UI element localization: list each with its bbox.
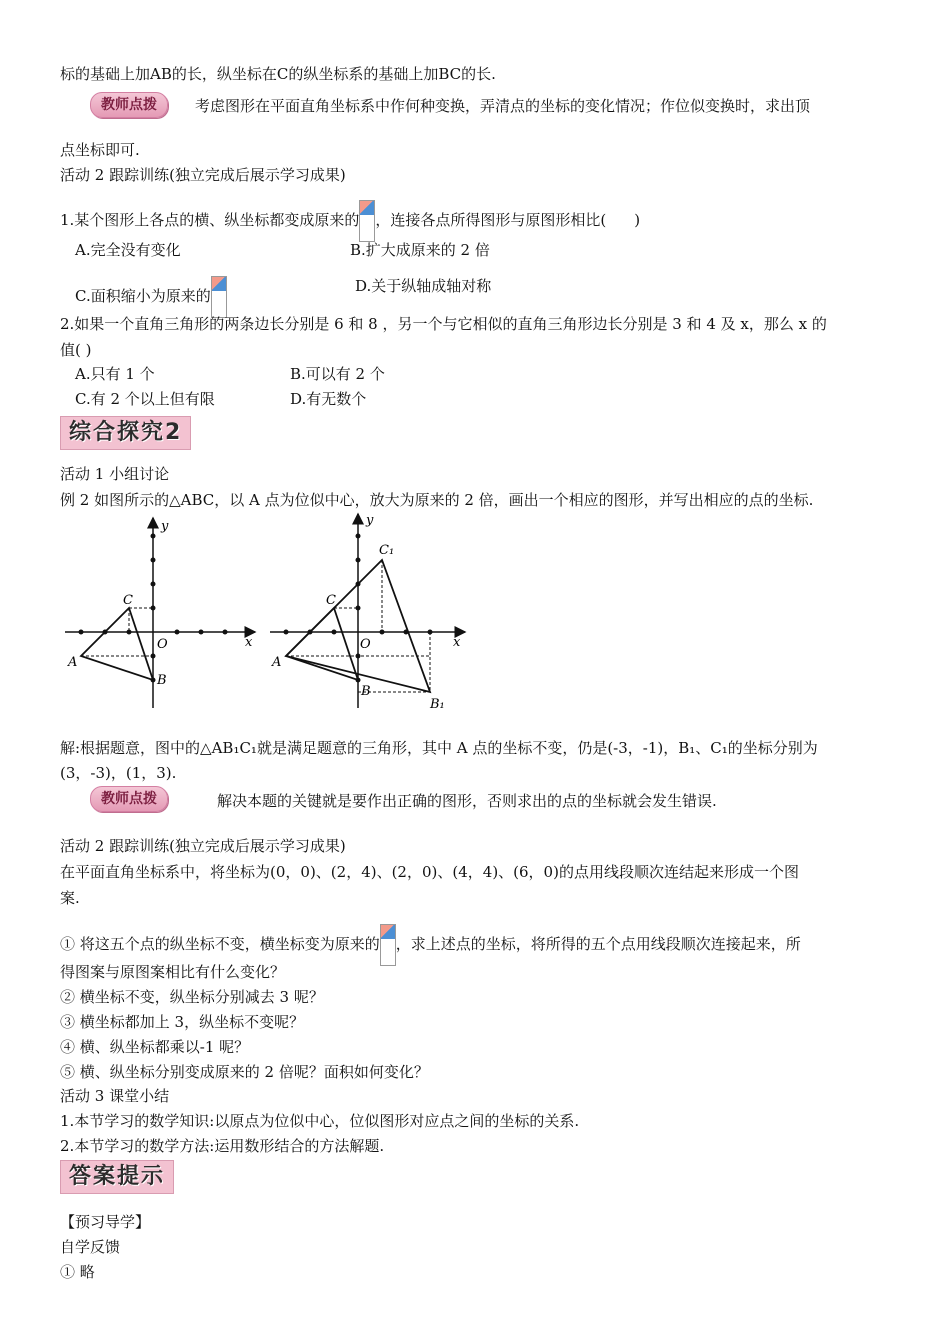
- option-d: D.有无数个: [290, 390, 367, 408]
- origin-label: O: [157, 637, 168, 652]
- task-text: ① 将这五个点的纵坐标不变，横坐标变为原来的: [60, 935, 380, 953]
- question-text: ，连接各点所得图形与原图形相比(: [375, 211, 607, 229]
- y-label: y: [366, 513, 374, 528]
- option-a: A.只有 1 个: [75, 365, 155, 383]
- activity-heading: 活动 1 小组讨论: [60, 465, 170, 483]
- option-a: A.完全没有变化: [75, 241, 181, 259]
- x-label: x: [245, 635, 253, 650]
- teacher-tip-badge: 教师点拨: [90, 92, 168, 118]
- summary-2: 2.本节学习的数学方法:运用数形结合的方法解题.: [60, 1137, 385, 1155]
- task-5: ⑤ 横、纵坐标分别变成原来的 2 倍呢？面积如何变化？: [60, 1063, 429, 1081]
- right-figure: [270, 513, 465, 712]
- option-text: C.面积缩小为原来的: [75, 287, 211, 305]
- answer-1: ① 略: [60, 1263, 95, 1281]
- teacher-tip-text: 解决本题的关键就是要作出正确的图形，否则求出的点的坐标就会发生错误.: [217, 792, 717, 810]
- summary-1: 1.本节学习的数学知识:以原点为位似中心，位似图形对应点之间的坐标的关系.: [60, 1112, 580, 1130]
- text-line: 标的基础上加AB的长，纵坐标在C的纵坐标系的基础上加BC的长.: [60, 65, 496, 83]
- origin-label: O: [360, 637, 371, 652]
- option-c: [75, 276, 227, 318]
- point-c-label: C: [123, 593, 133, 608]
- question-text: ): [634, 211, 641, 229]
- task-3: ③ 横坐标都加上 3，纵坐标不变呢？: [60, 1013, 305, 1031]
- example-text: 例 2 如图所示的△ABC，以 A 点为位似中心，放大为原来的 2 倍，画出一个相应的图形，并写出相应的点的坐标.: [60, 491, 814, 509]
- activity-heading: 活动 2 跟踪训练(独立完成后展示学习成果): [60, 166, 346, 184]
- text-line: 在平面直角坐标系中，将坐标为(0，0)、(2，4)、(2，0)、(4，4)、(6，0)的点用线段顺次连结起来形成一个图: [60, 863, 799, 881]
- task-text: ，求上述点的坐标，将所得的五个点用线段顺次连接起来，所: [395, 935, 801, 953]
- section-banner: 答案提示: [60, 1160, 174, 1194]
- point-c1-label: C₁: [379, 543, 395, 558]
- triangle-abc: [81, 608, 153, 680]
- task-4: ④ 横、纵坐标都乘以-1 呢？: [60, 1038, 250, 1056]
- x-label: x: [453, 635, 461, 650]
- option-d: D.关于纵轴成轴对称: [355, 277, 492, 295]
- option-b: B.可以有 2 个: [290, 365, 385, 383]
- solution-text: (3，-3)，(1，3).: [60, 764, 177, 782]
- point-b-label: B: [157, 673, 167, 688]
- point-b1-label: B₁: [430, 697, 445, 712]
- teacher-tip-badge: 教师点拨: [90, 786, 168, 812]
- section-banner: 综合探究2: [60, 416, 191, 450]
- point-a-label: A: [68, 655, 78, 670]
- fraction-image-icon: [380, 924, 396, 966]
- option-c: C.有 2 个以上但有限: [75, 390, 215, 408]
- question-2: 2.如果一个直角三角形的两条边长分别是 6 和 8 ，另一个与它相似的直角三角形边长分别是 3 和 4 及 x，那么 x 的: [60, 315, 827, 333]
- activity-heading: 活动 3 课堂小结: [60, 1087, 170, 1105]
- fraction-image-icon: [359, 200, 375, 242]
- question-2-cont: 值( ): [60, 341, 92, 359]
- y-label: y: [161, 519, 169, 534]
- text-line: 【预习导学】: [60, 1213, 151, 1231]
- coordinate-figure: [60, 508, 480, 720]
- activity-heading: 活动 2 跟踪训练(独立完成后展示学习成果): [60, 837, 346, 855]
- task-1-cont: 得图案与原图案相比有什么变化？: [60, 963, 286, 981]
- question-text: 1.某个图形上各点的横、纵坐标都变成原来的: [60, 211, 360, 229]
- task-2: ② 横坐标不变，纵坐标分别减去 3 呢？: [60, 988, 324, 1006]
- point-c-label: C: [326, 593, 336, 608]
- solution-text: 解:根据题意，图中的△AB₁C₁就是满足题意的三角形，其中 A 点的坐标不变，仍是(-3，-1)，B₁、C₁的坐标分别为: [60, 739, 818, 757]
- text-line: 自学反馈: [60, 1238, 121, 1256]
- text-line: 点坐标即可.: [60, 141, 140, 159]
- teacher-tip-text: 考虑图形在平面直角坐标系中作何种变换，弄清点的坐标的变化情况；作位似变换时，求出顶: [195, 97, 811, 115]
- task-1: [60, 924, 801, 966]
- question-1: [60, 200, 640, 242]
- point-a-label: A: [272, 655, 282, 670]
- point-b-label: B: [361, 684, 371, 699]
- fraction-image-icon: [211, 276, 227, 318]
- text-line: 案.: [60, 889, 80, 907]
- option-b: B.扩大成原来的 2 倍: [350, 241, 490, 259]
- left-figure: [65, 518, 255, 708]
